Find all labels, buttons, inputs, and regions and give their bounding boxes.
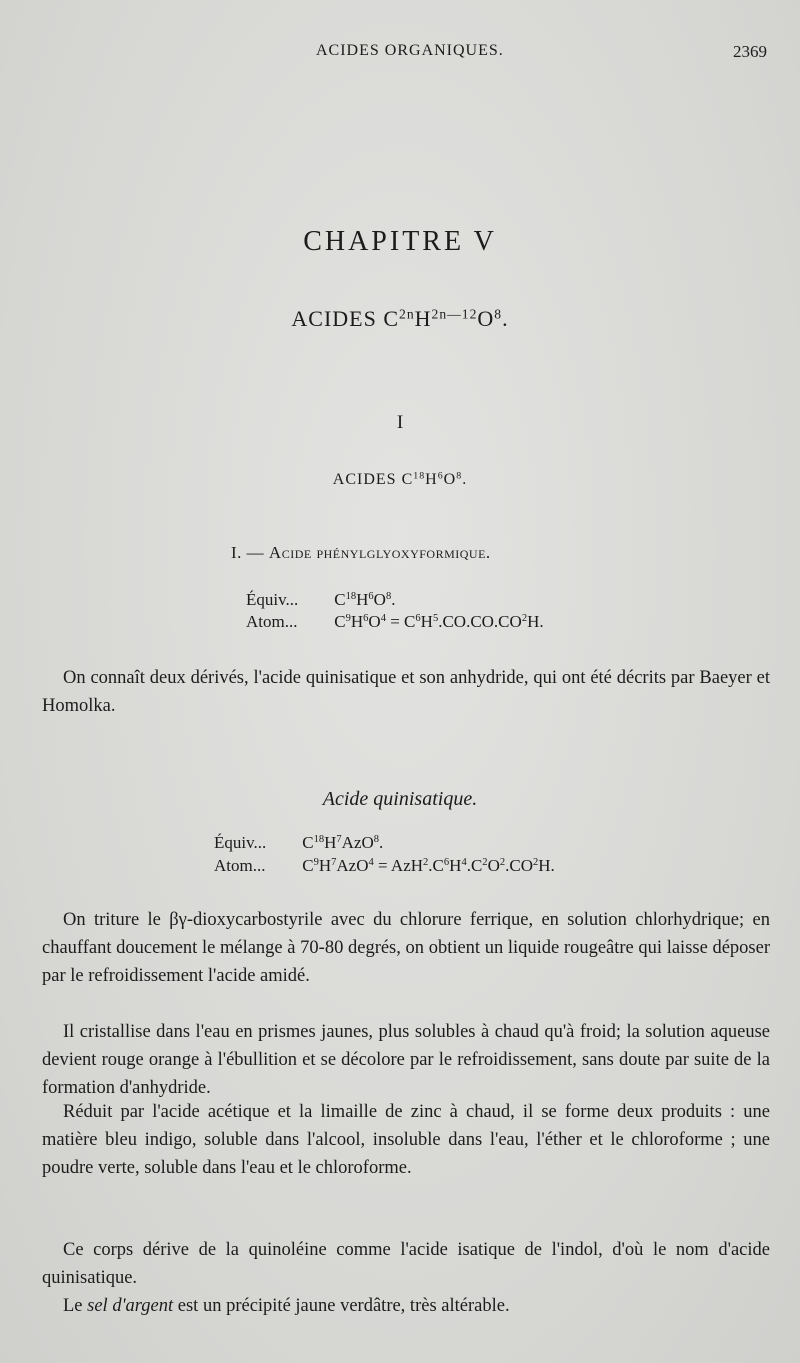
acid-subtitle: Acide quinisatique. (322, 788, 478, 810)
formula-value: $C^{18}H^7AzO^8$. (302, 833, 384, 852)
chapter-subtitle: ACIDES $C^{2n}H^{2n—12}O^8$. (291, 306, 509, 331)
running-head (0, 42, 800, 66)
atomic-formula (214, 856, 555, 876)
paragraph: Le sel d'argent est un précipité jaune verdâtre, très altérable. (63, 1296, 510, 1316)
formula-value: $C^{18}H^6O^8$. (334, 590, 396, 609)
paragraph: Réduit par l'acide acétique et la limaille de zinc à chaud, il se forme deux produits : une matière bleu indigo, soluble dans l'alcool, insoluble dans l'eau, l'éther et le chloroforme ; une poudre verte, soluble dans l'eau et le chloroforme. (42, 1102, 770, 1178)
equivalent-formula (214, 833, 383, 853)
formula-value: $C^9H^7AzO^4 = AzH^2.C^6H^4.C^2O^2.CO^2H$. (302, 856, 555, 875)
section-heading: ACIDES $C^{18}H^6O^8$. (332, 470, 468, 488)
formula-label: Équiv... (246, 590, 299, 609)
formula-label: Atom... (214, 856, 266, 875)
acid-heading: I. — Acide phénylglyoxyformique. (231, 543, 491, 562)
section-number: I (396, 412, 404, 433)
formula-label: Équiv... (214, 833, 267, 852)
formula-value: $C^9H^6O^4 = C^6H^5.CO.CO.CO^2H$. (334, 612, 544, 631)
paragraph: On connaît deux dérivés, l'acide quinisatique et son anhydride, qui ont été décrits par Baeyer et Homolka. (42, 668, 770, 716)
atomic-formula (246, 612, 544, 632)
paragraph: On triture le βγ-dioxycarbostyrile avec du chlorure ferrique, en solution chlorhydrique; en chauffant doucement le mélange à 70-80 degrés, on obtient un liquide rougeâtre qui laisse déposer par le refroidissement l'acide amidé. (42, 910, 770, 986)
page-number: 2369 (733, 42, 767, 61)
chapter-title: CHAPITRE V (303, 226, 497, 257)
equivalent-formula (246, 590, 395, 610)
emphasis: sel d'argent (87, 1296, 174, 1316)
running-title: ACIDES ORGANIQUES. (316, 42, 504, 59)
paragraph: Il cristallise dans l'eau en prismes jaunes, plus solubles à chaud qu'à froid; la solution aqueuse devient rouge orange à l'ébullition et se décolore par le refroidissement, sans doute par suite de la formation d'anhydride. (42, 1022, 770, 1098)
formula-label: Atom... (246, 612, 298, 631)
paragraph: Ce corps dérive de la quinoléine comme l'acide isatique de l'indol, d'où le nom d'acide quinisatique. (42, 1240, 770, 1288)
